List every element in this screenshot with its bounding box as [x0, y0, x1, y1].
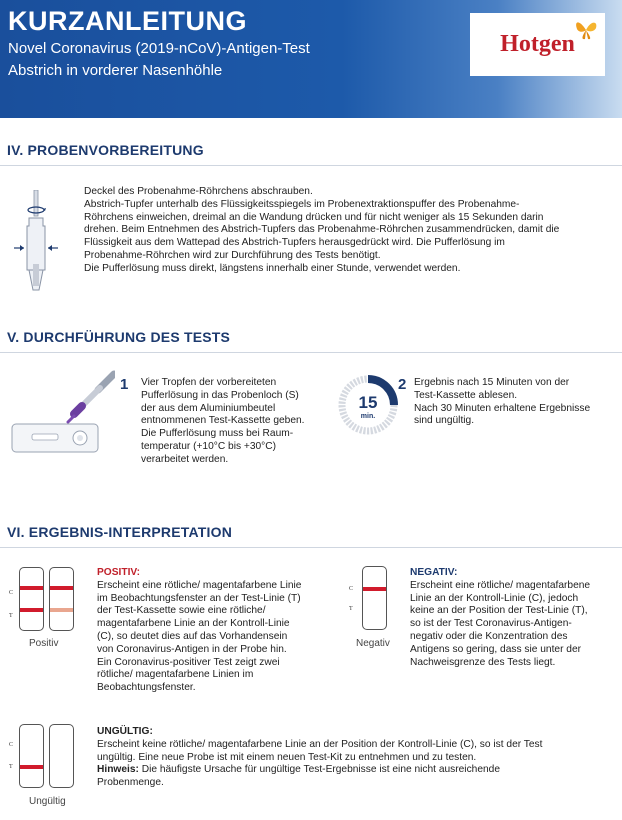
test-line-faint: [50, 608, 73, 612]
positive-line: Erscheint eine rötliche/ magentafarbene Linie: [97, 579, 302, 591]
step-1-line: der aus dem Aluminiumbeutel: [141, 402, 276, 414]
control-line-label: C: [9, 590, 14, 596]
negative-text: [410, 567, 590, 669]
step-2-line: Test-Kassette ablesen.: [414, 389, 518, 401]
butterfly-icon: [573, 17, 599, 43]
step-2-line: Nach 30 Minuten erhaltene Ergebnisse: [414, 402, 591, 414]
step-1-line: temperatur (+10°C bis +30°C): [141, 440, 276, 452]
invalid-caption: Ungültig: [29, 796, 66, 807]
invalid-line: Erscheint keine rötliche/ magentafarbene Linie an der Position der Kontroll-Linie (C), so ist der Test: [97, 738, 543, 750]
positive-line: rötliche/ magentafarbene Linien im: [97, 669, 254, 681]
positive-line: der Test-Kassette sowie eine rötliche/: [97, 605, 266, 617]
timer-icon: [338, 375, 398, 435]
step-2-line: sind ungültig.: [414, 415, 475, 427]
negative-line: keine an der Position der Test-Linie (T),: [410, 605, 588, 617]
hint-label: Hinweis:: [97, 764, 139, 776]
positive-cassette-faint: [49, 567, 74, 631]
positive-line: (C), so deutet dies auf das Vorhandensein: [97, 630, 288, 642]
section-iv-line: Röhrchens einweichen, dreimal an die Wandung drücken und für nicht weniger als 15 Sekunden darin: [84, 211, 544, 223]
document-subtitle-2: Abstrich in vorderer Nasenhöhle: [8, 62, 223, 79]
positive-caption: Positiv: [29, 638, 59, 649]
step-1-line: Pufferlösung in das Probenloch (S): [141, 389, 299, 401]
step-1-line: Die Pufferlösung muss bei Raum-: [141, 428, 294, 440]
control-line: [20, 586, 43, 590]
section-v-divider: [0, 352, 622, 353]
document-subtitle-1: Novel Coronavirus (2019-nCoV)-Antigen-Test: [8, 40, 310, 57]
control-line-label: C: [349, 586, 354, 592]
test-line-label: T: [9, 764, 13, 770]
section-iv-divider: [0, 165, 622, 166]
section-v-title: V. DURCHFÜHRUNG DES TESTS: [7, 329, 231, 345]
section-iv-title: IV. PROBENVORBEREITUNG: [7, 142, 204, 158]
positive-cassette-reference: [19, 567, 44, 631]
positive-heading: POSITIV:: [97, 567, 141, 578]
step-2-text: [414, 377, 590, 428]
control-line: [363, 587, 386, 591]
negative-line: negativ oder die Konzentration des: [410, 630, 568, 642]
control-line: [50, 586, 73, 590]
section-iv-line: drehen. Beim Entnehmen des Abstrich-Tupfers das Probenahme-Röhrchen zusammendrücken, damit die: [84, 224, 560, 236]
step-1-line: entnommenen Test-Kassette geben.: [141, 415, 305, 427]
positive-line: magentafarbene Linie an der Kontroll-Linie: [97, 618, 290, 630]
positive-line: Ein Coronavirus-positiver Test zeigt zwei: [97, 656, 280, 668]
logo-text: Hotgen: [500, 31, 575, 57]
negative-cassette: [362, 566, 387, 630]
cassette-dropper-illustration: [10, 370, 115, 460]
step-1-text: [141, 377, 304, 467]
invalid-cassette-test-only: [19, 724, 44, 788]
section-iv-line: Die Pufferlösung muss direkt, längstens innerhalb einer Stunde, verwendet werden.: [84, 262, 461, 274]
invalid-text: [97, 726, 542, 790]
section-vi-divider: [0, 547, 622, 548]
document-title: KURZANLEITUNG: [8, 6, 247, 36]
positive-line: Beobachtungsfenster.: [97, 682, 196, 694]
negative-line: Antigens so gering, dass sie unter der: [410, 643, 582, 655]
section-iv-line: Abstrich-Tupfer unterhalb des Flüssigkeitsspiegels im Probenextraktionspuffer des Probenahme-: [84, 198, 520, 210]
test-line: [20, 608, 43, 612]
timer-value: 15: [358, 393, 378, 412]
positive-text: [97, 567, 301, 695]
section-iv-text: [84, 186, 559, 276]
hint-text: Die häufigste Ursache für ungültige Test-Ergebnisse ist eine nicht ausreichende: [138, 764, 500, 776]
negative-line: Linie an der Kontroll-Linie (C), jedoch: [410, 592, 579, 604]
section-iv-line: Flüssigkeit aus dem Wattepad des Abstrich-Tupfers herausgedrückt wird. Die Pufferlösung im: [84, 237, 505, 249]
positive-line: im Beobachtungsfenster an der Test-Linie (T): [97, 592, 301, 604]
positive-line: von Coronavirus-Antigen in der Probe hin.: [97, 643, 287, 655]
section-vi-title: VI. ERGEBNIS-INTERPRETATION: [7, 524, 233, 540]
invalid-hint-line: Probenmenge.: [97, 777, 164, 789]
test-line-label: T: [9, 613, 13, 619]
sample-tube-illustration: [12, 190, 62, 300]
step-1-number: 1: [120, 376, 129, 393]
negative-line: Nachweisgrenze des Tests liegt.: [410, 656, 556, 668]
negative-caption: Negativ: [356, 638, 390, 649]
control-line-label: C: [9, 742, 14, 748]
negative-line: Erscheint eine rötliche/ magentafarbene: [410, 579, 591, 591]
test-line-label: T: [349, 606, 353, 612]
test-line: [20, 765, 43, 769]
step-2-number: 2: [398, 376, 407, 393]
invalid-cassette-empty: [49, 724, 74, 788]
invalid-hint: [97, 764, 542, 777]
negative-line: so ist der Test Coronavirus-Antigen-: [410, 618, 572, 630]
step-1-line: Vier Tropfen der vorbereiteten: [141, 377, 277, 388]
invalid-heading: UNGÜLTIG:: [97, 726, 153, 737]
negative-heading: NEGATIV:: [410, 567, 458, 578]
invalid-line: ungültig. Eine neue Probe ist mit einem neuen Test-Kit zu entnehmen und zu testen.: [97, 751, 477, 763]
section-iv-line: Probenahme-Röhrchen wird zur Durchführung des Tests benötigt.: [84, 249, 381, 261]
step-1-line: verarbeitet werden.: [141, 453, 229, 465]
hotgen-logo: [470, 13, 605, 76]
step-2-line: Ergebnis nach 15 Minuten von der: [414, 377, 570, 388]
timer-unit: min.: [360, 413, 376, 420]
section-iv-line: Deckel des Probenahme-Röhrchens abschrauben.: [84, 186, 313, 197]
